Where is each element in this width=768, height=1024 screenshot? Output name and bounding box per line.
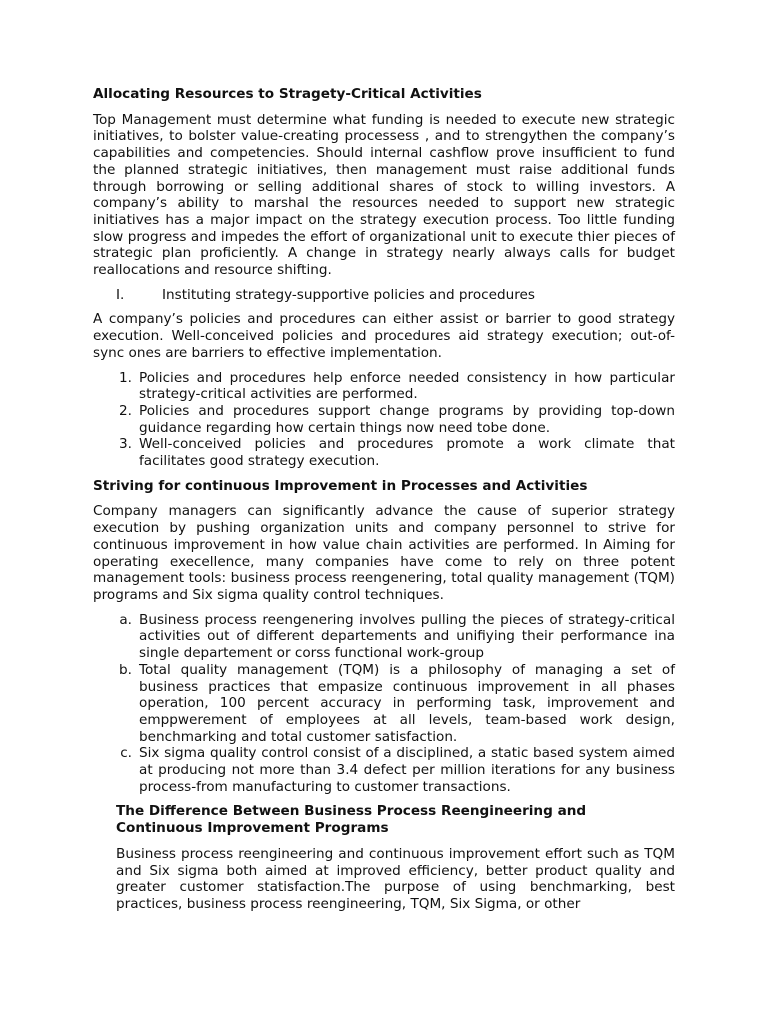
heading-continuous-improvement: Striving for continuous Improvement in Processes and Activities [93, 477, 588, 494]
list-item-text: Total quality management (TQM) is a philosophy of managing a set of business practices that empasize continuous improvement in all phases operation, 100 percent accuracy in performing task, improvement and emppwerement of employees at all levels, team-based work design, benchmarking and total customer satisfaction. [139, 661, 675, 745]
paragraph-bpr: Business process reengineering and continuous improvement effort such as TQM and Six sigma both aimed at improved efficiency, better product quality and greater customer statisfaction.The purpose of using benchmarking, best practices, business process reengineering, TQM, Six Sigma, or other [116, 845, 675, 912]
lettered-list [93, 612, 675, 796]
list-marker: b. [119, 661, 132, 678]
list-marker: 2. [119, 402, 132, 419]
numbered-list [93, 370, 675, 470]
list-item-text: Business process reengenering involves pulling the pieces of strategy-critical activities out of different departements and unifiying their performance ina single departement or corss functional work-group [139, 611, 675, 662]
list-marker: 3. [119, 436, 132, 453]
list-item-text: Policies and procedures support change programs by providing top-down guidance regarding how certain things now need tobe done. [139, 402, 675, 436]
list-item-text: Six sigma quality control consist of a disciplined, a static based system aimed at producing not more than 3.4 defect per million iterations for any business process-from manufacturing to customer transactions. [139, 745, 675, 795]
list-item-text: Policies and procedures help enforce needed consistency in how particular strategy-critical activities are performed. [139, 369, 675, 403]
list-item [93, 662, 675, 746]
list-item-text: Well-conceived policies and procedures promote a work climate that facilitates good strategy execution. [139, 436, 675, 470]
roman-list-item [116, 287, 675, 304]
paragraph-funding: Top Management must determine what funding is needed to execute new strategic initiatives, to bolster value-creating processess , and to strengythen the company’s capabilities and competencies. Should internal cashflow prove insufficient to fund the planned strategic initiatives, then management must raise additional funds through borrowing or selling additional shares of stock to willing investors. A company’s ability to marshal the resources needed to support new strategic initiatives has a major impact on the strategy execution process. Too little funding slow progress and impedes the effort of organizational unit to execute thier pieces of strategic plan proficiently. A change in strategy nearly always calls for budget reallocations and resource shifting. [93, 111, 675, 279]
list-marker: c. [120, 745, 132, 762]
list-item [93, 403, 675, 436]
heading-allocating-resources: Allocating Resources to Stragety-Critical Activities [93, 86, 482, 102]
list-item [93, 436, 675, 469]
paragraph-policies: A company’s policies and procedures can either assist or barrier to good strategy execution. Well-conceived policies and procedures aid strategy execution; out-of-sync ones are barriers to effective implementation. [93, 311, 675, 361]
roman-text: Instituting strategy-supportive policies and procedures [162, 286, 535, 303]
heading-difference: The Difference Between Business Process Reengineering and Continuous Improvement Programs [116, 803, 587, 837]
roman-marker: I. [116, 286, 125, 303]
list-marker: 1. [119, 369, 132, 386]
list-item [93, 745, 675, 795]
list-marker: a. [119, 611, 132, 628]
list-item [93, 370, 675, 403]
paragraph-managers: Company managers can significantly advance the cause of superior strategy execution by pushing organization units and company personnel to strive for continuous improvement in how value chain activities are performed. In Aiming for operating execellence, many companies have come to rely on three potent management tools: business process reengenering, total quality management (TQM) programs and Six sigma quality control techniques. [93, 503, 675, 603]
list-item [93, 612, 675, 662]
